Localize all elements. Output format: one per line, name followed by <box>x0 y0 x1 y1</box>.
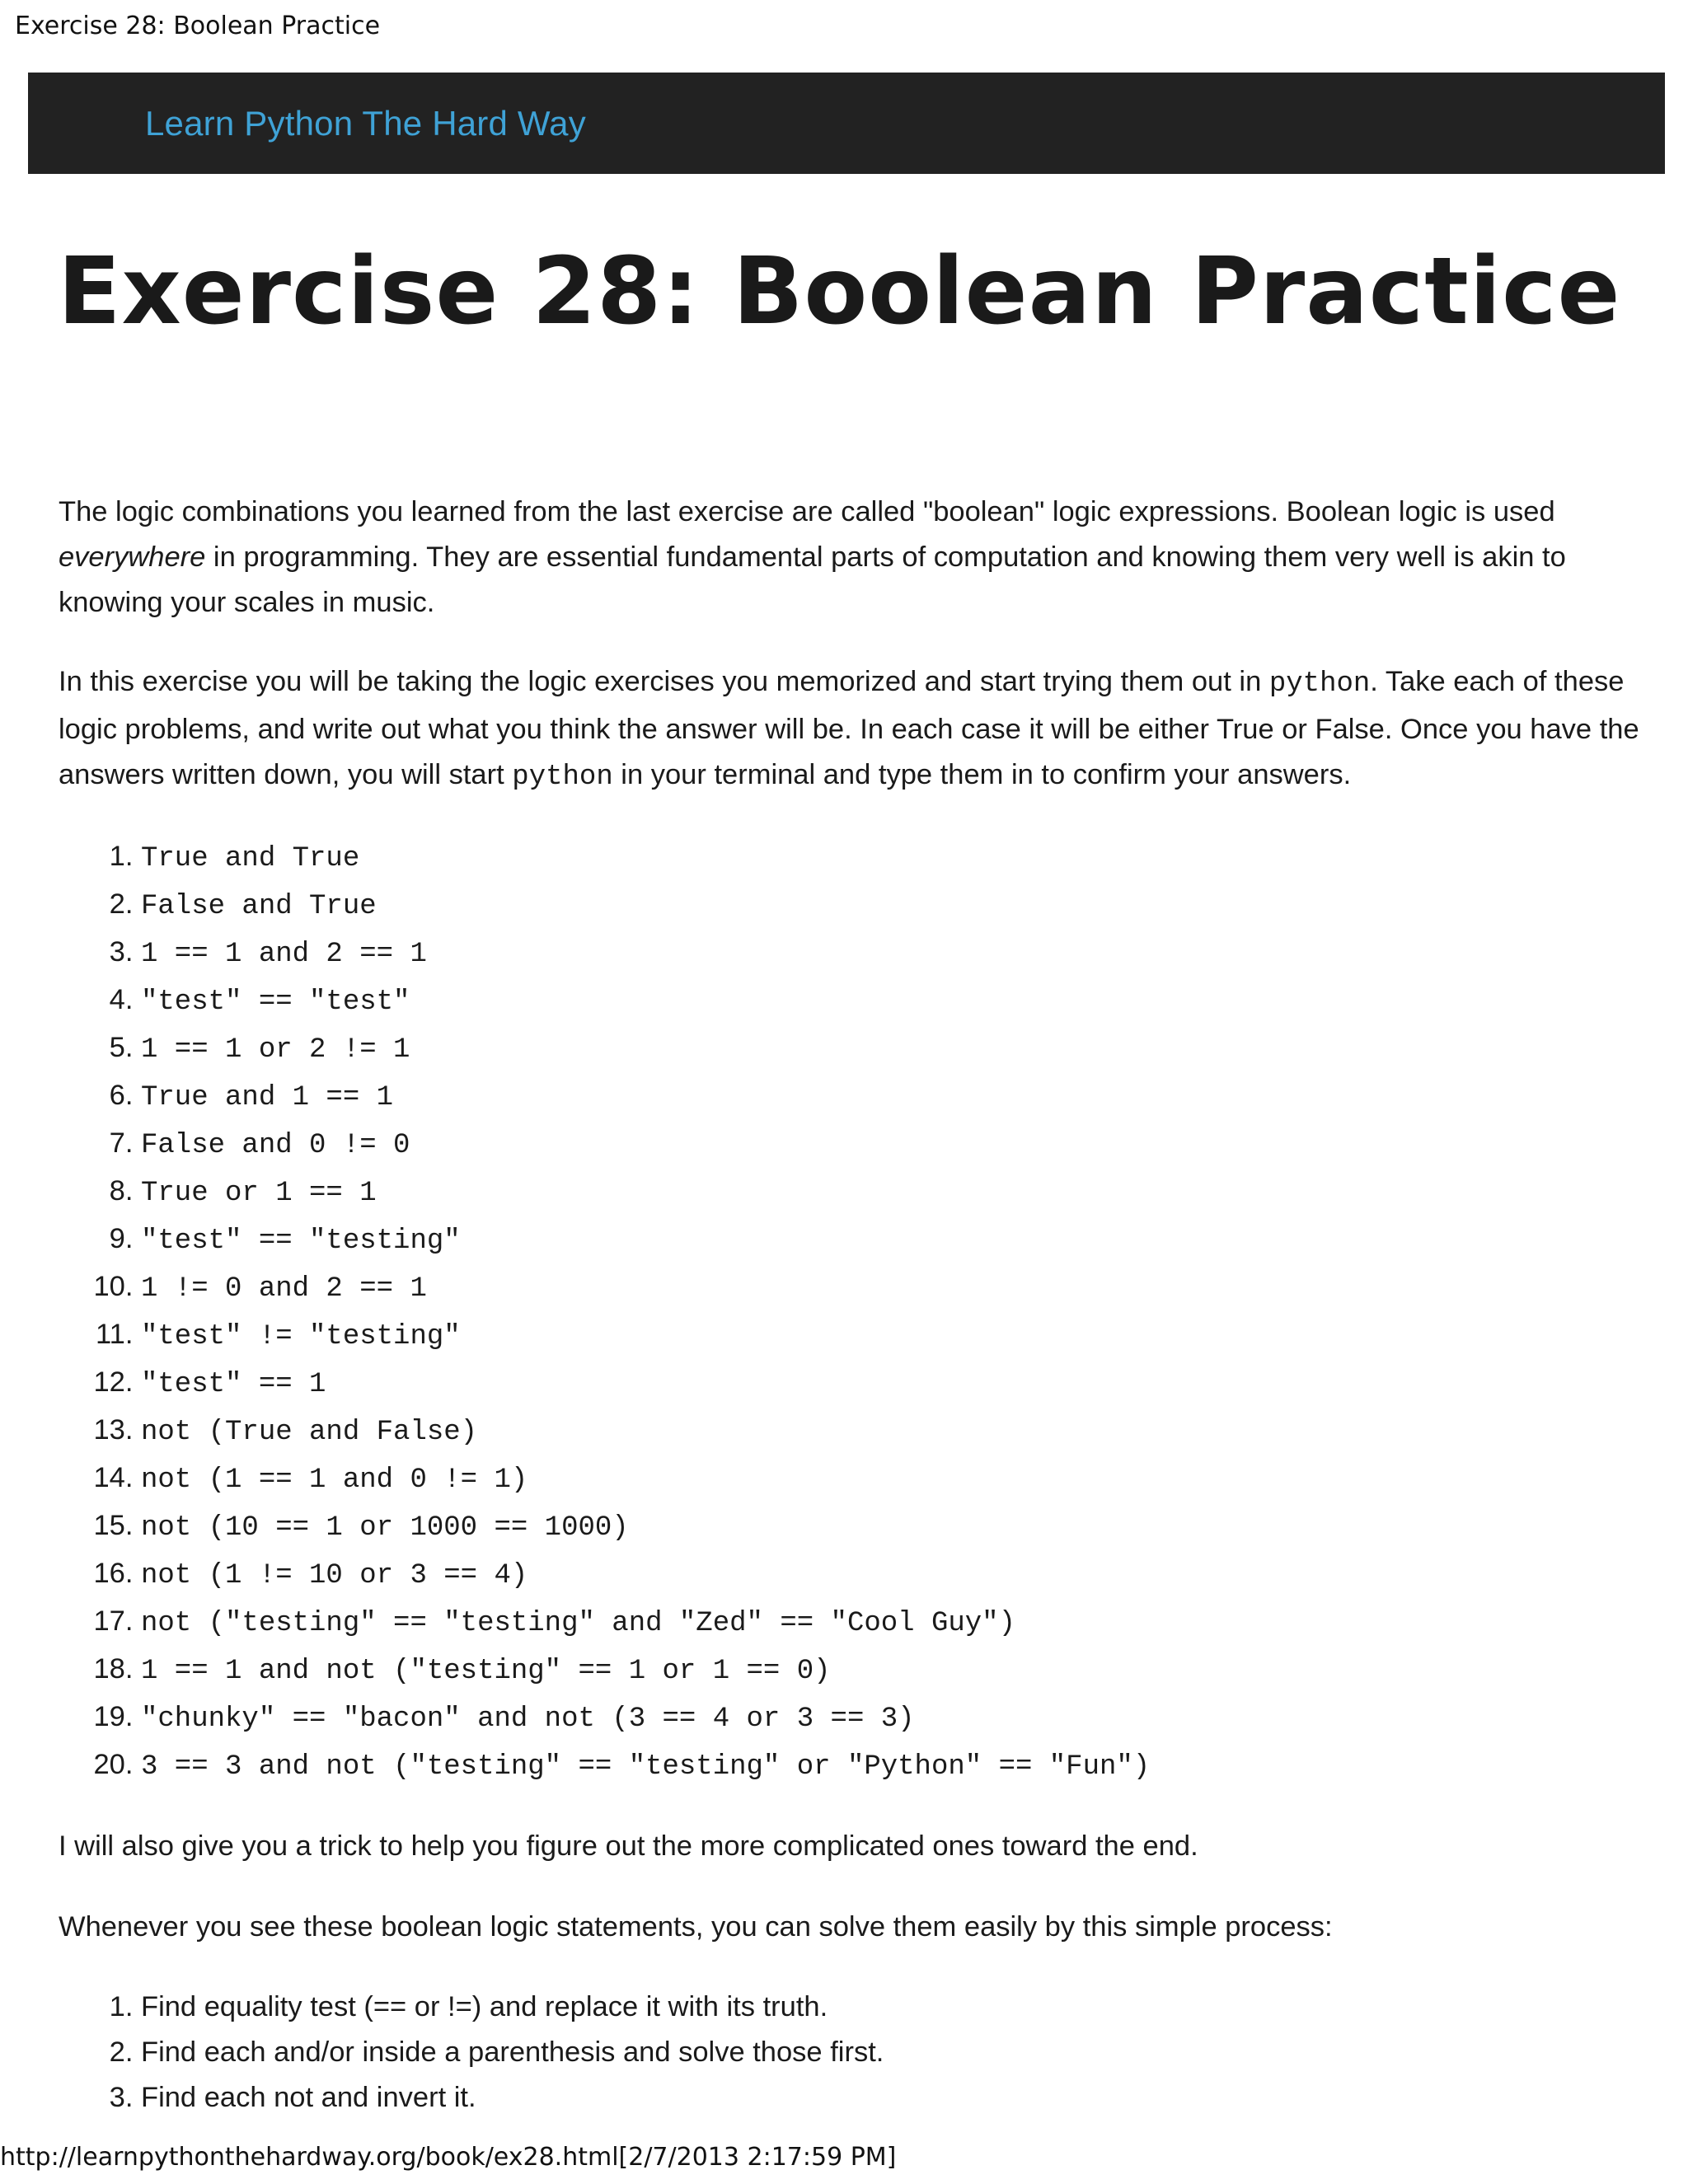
expression-code: not (1 == 1 and 0 != 1) <box>141 1465 528 1496</box>
expression-code: True or 1 == 1 <box>141 1178 377 1209</box>
expression-code: True and 1 == 1 <box>141 1082 394 1113</box>
list-item <box>141 1551 1641 1599</box>
list-item: 3. Find each not and invert it. <box>141 2075 1641 2121</box>
instructions-text-1: In this exercise you will be taking the logic exercises you memorized and start trying them out in <box>59 666 1269 697</box>
expression-code: "test" == 1 <box>141 1369 326 1400</box>
intro-text-2: in programming. They are essential fundamental parts of computation and knowing them very well is akin to knowing your scales in music. <box>59 541 1566 618</box>
print-header: Exercise 28: Boolean Practice <box>15 12 381 40</box>
print-footer: http://learnpythonthehardway.org/book/ex28.html[2/7/2013 2:17:59 PM] <box>0 2143 897 2172</box>
steps-list <box>59 1985 1641 2121</box>
intro-text-1: The logic combinations you learned from the last exercise are called "boolean" logic expressions. Boolean logic is used <box>59 496 1555 527</box>
list-item <box>141 1694 1641 1742</box>
expression-code: False and True <box>141 891 377 922</box>
list-item <box>141 1503 1641 1551</box>
list-item <box>141 882 1641 930</box>
expression-code: 1 == 1 or 2 != 1 <box>141 1034 410 1066</box>
expression-code: not ("testing" == "testing" and "Zed" == "Cool Guy") <box>141 1608 1015 1639</box>
expression-code: 3 == 3 and not ("testing" == "testing" or "Python" == "Fun") <box>141 1751 1151 1783</box>
list-item <box>141 1216 1641 1264</box>
list-item <box>141 1121 1641 1169</box>
instructions-paragraph <box>59 659 1641 800</box>
instructions-text-3: in your terminal and type them in to confirm your answers. <box>612 759 1352 790</box>
expression-code: True and True <box>141 843 360 874</box>
list-item <box>141 977 1641 1025</box>
expression-code: not (10 == 1 or 1000 == 1000) <box>141 1512 629 1544</box>
instructions-text-2: . Take each of these logic problems, and write out what you think the answer will be. In each case it will be either True or False. Once you have the answers written down, you will start <box>59 666 1639 790</box>
navbar <box>28 73 1665 174</box>
expression-code: "chunky" == "bacon" and not (3 == 4 or 3 == 3) <box>141 1704 915 1735</box>
expression-code: False and 0 != 0 <box>141 1130 410 1161</box>
list-item: 1. Find equality test (== or !=) and replace it with its truth. <box>141 1985 1641 2030</box>
list-item <box>141 1599 1641 1647</box>
list-item <box>141 1025 1641 1073</box>
expression-code: 1 == 1 and 2 == 1 <box>141 939 427 970</box>
main-content <box>59 490 1641 2121</box>
list-item <box>141 930 1641 977</box>
expression-list <box>59 834 1641 1790</box>
expression-code: 1 == 1 and not ("testing" == 1 or 1 == 0) <box>141 1656 831 1687</box>
expression-code: not (True and False) <box>141 1417 478 1448</box>
inline-code-python-1: python <box>1268 668 1371 700</box>
list-item <box>141 1455 1641 1503</box>
expression-code: "test" == "test" <box>141 987 410 1018</box>
expression-code: "test" == "testing" <box>141 1226 461 1257</box>
list-item: 2. Find each and/or inside a parenthesis and solve those first. <box>141 2030 1641 2075</box>
expression-code: 1 != 0 and 2 == 1 <box>141 1273 427 1305</box>
list-item <box>141 1312 1641 1360</box>
page-title: Exercise 28: Boolean Practice <box>58 238 1621 345</box>
list-item <box>141 1264 1641 1312</box>
intro-paragraph <box>59 490 1641 626</box>
expression-code: "test" != "testing" <box>141 1321 461 1352</box>
list-item <box>141 1647 1641 1694</box>
list-item <box>141 834 1641 882</box>
inline-code-python-2: python <box>512 762 613 793</box>
list-item <box>141 1169 1641 1216</box>
expression-code: not (1 != 10 or 3 == 4) <box>141 1560 528 1591</box>
process-paragraph: Whenever you see these boolean logic statements, you can solve them easily by this simple process: <box>59 1911 1333 1943</box>
list-item <box>141 1073 1641 1121</box>
brand-link[interactable]: Learn Python The Hard Way <box>145 103 586 143</box>
trick-paragraph: I will also give you a trick to help you figure out the more complicated ones toward the end. <box>59 1830 1198 1862</box>
list-item <box>141 1360 1641 1408</box>
intro-emphasis: everywhere <box>59 541 206 573</box>
list-item <box>141 1742 1641 1790</box>
list-item <box>141 1408 1641 1455</box>
